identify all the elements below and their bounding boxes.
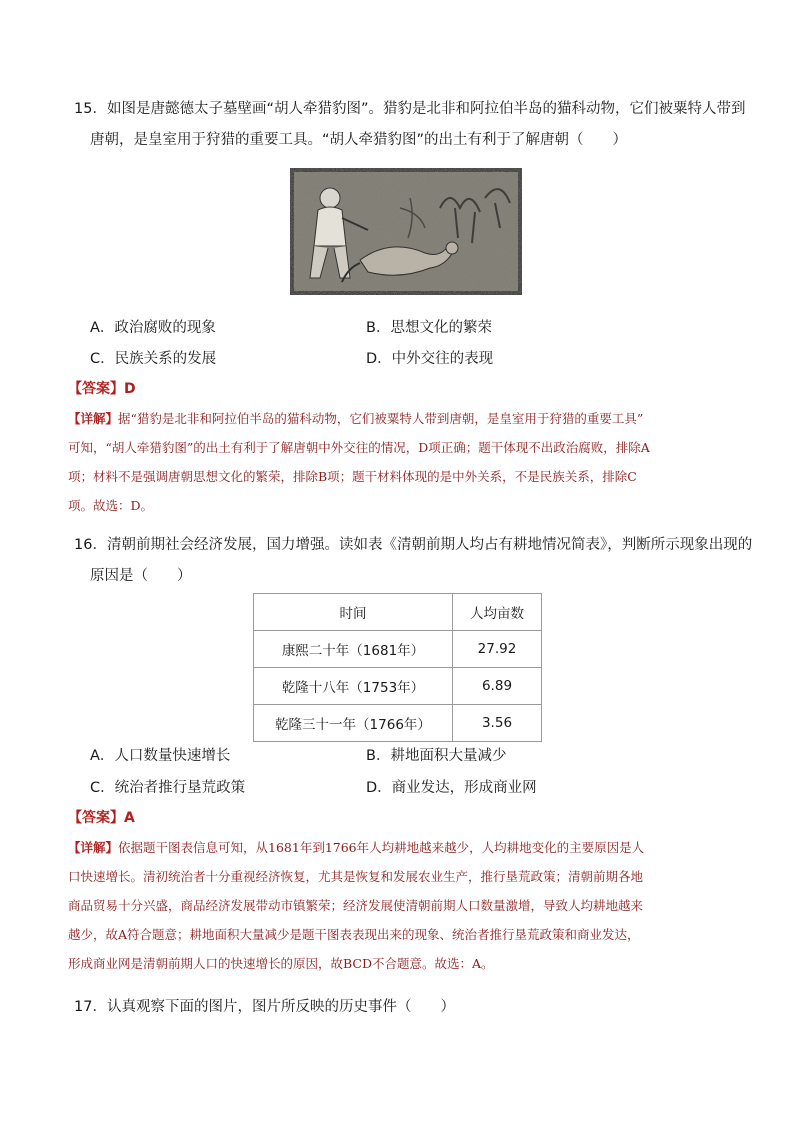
q15-option-b: B．思想文化的繁荣 [366,320,492,336]
table-cell: 康熙二十年（1681年） [254,631,453,668]
q15-stem-line2: 唐朝，是皇室用于狩猎的重要工具。“胡人牵猎豹图”的出土有利于了解唐朝（ ） [90,132,628,148]
q17-stem-line1: 17．认真观察下面的图片，图片所反映的历史事件（ ） [74,999,455,1015]
q16-detail-line1: 【详解】依据题干图表信息可知，从1681年到1766年人均耕地越来越少，人均耕地变化的主要原因是人 [68,840,645,855]
q16-detail-line3: 商品贸易十分兴盛，商品经济发展带动市镇繁荣；经济发展使清朝前期人口数量激增，导致人均耕地越来 [68,898,644,913]
q15-detail-line4: 项。故选：D。 [68,498,154,513]
q16-detail-line4: 越少，故A符合题意；耕地面积大量减少是题干图表表现出来的现象、统治者推行垦荒政策和商业发达， [68,927,640,942]
table-header-time: 时间 [254,594,453,631]
table-cell: 乾隆三十一年（1766年） [254,705,453,742]
q15-detail-tag: 【详解】 [68,411,119,426]
q15-answer-tag: 【答案】 [68,381,124,397]
q17-stem [74,992,730,1023]
q16-answer-value: A [124,810,135,826]
q16-option-c: C．统治者推行垦荒政策 [90,780,246,796]
q16-detail-line5: 形成商业网是清朝前期人口的快速增长的原因，故BCD不合题意。故选：A。 [68,956,494,971]
q16-detail [68,833,728,978]
table-row [254,705,542,742]
table-cell: 乾隆十八年（1753年） [254,668,453,705]
farmland-table [253,593,542,742]
q16-detail-tag: 【详解】 [68,840,119,855]
q15-detail [68,404,728,520]
q16-answer [68,807,135,827]
q16-option-d: D．商业发达，形成商业网 [366,780,537,796]
q16-stem [74,530,753,592]
q16-answer-tag: 【答案】 [68,810,124,826]
q15-detail-line3: 项；材料不是强调唐朝思想文化的繁荣，排除B项；题干材料体现的是中外关系，不是民族关系，排除C [68,469,637,484]
table-header-row [254,594,542,631]
table-row [254,668,542,705]
q15-stem [74,94,746,156]
q15-stem-line1: 15．如图是唐懿德太子墓壁画“胡人牵猎豹图”。猎豹是北非和阿拉伯半岛的猫科动物，它们被粟特人带到 [74,101,746,117]
q16-stem-line1: 16．清朝前期社会经济发展，国力增强。读如表《清朝前期人均占有耕地情况简表》，判断所示现象出现的 [74,537,753,553]
q15-answer-value: D [124,381,136,397]
table-cell: 3.56 [453,705,542,742]
table-header-mu: 人均亩数 [453,594,542,631]
q16-option-b: B．耕地面积大量减少 [366,748,507,764]
table-row [254,631,542,668]
q15-detail-line2: 可知，“胡人牵猎豹图”的出土有利于了解唐朝中外交往的情况，D项正确；题干体现不出政治腐败，排除A [68,440,650,455]
q16-option-a: A．人口数量快速增长 [90,748,231,764]
q16-detail-line2: 口快速增长。清初统治者十分重视经济恢复，尤其是恢复和发展农业生产，推行垦荒政策；清朝前期各地 [68,869,644,884]
mural-image [290,168,522,295]
q15-option-d: D．中外交往的表现 [366,351,494,367]
q15-detail-line1: 【详解】据“猎豹是北非和阿拉伯半岛的猫科动物，它们被粟特人带到唐朝，是皇室用于狩猎的重要工具” [68,411,644,426]
q15-option-c: C．民族关系的发展 [90,351,217,367]
q16-stem-line2: 原因是（ ） [90,568,192,584]
q15-option-a: A．政治腐败的现象 [90,320,216,336]
q15-answer [68,378,136,398]
table-cell: 6.89 [453,668,542,705]
table-cell: 27.92 [453,631,542,668]
